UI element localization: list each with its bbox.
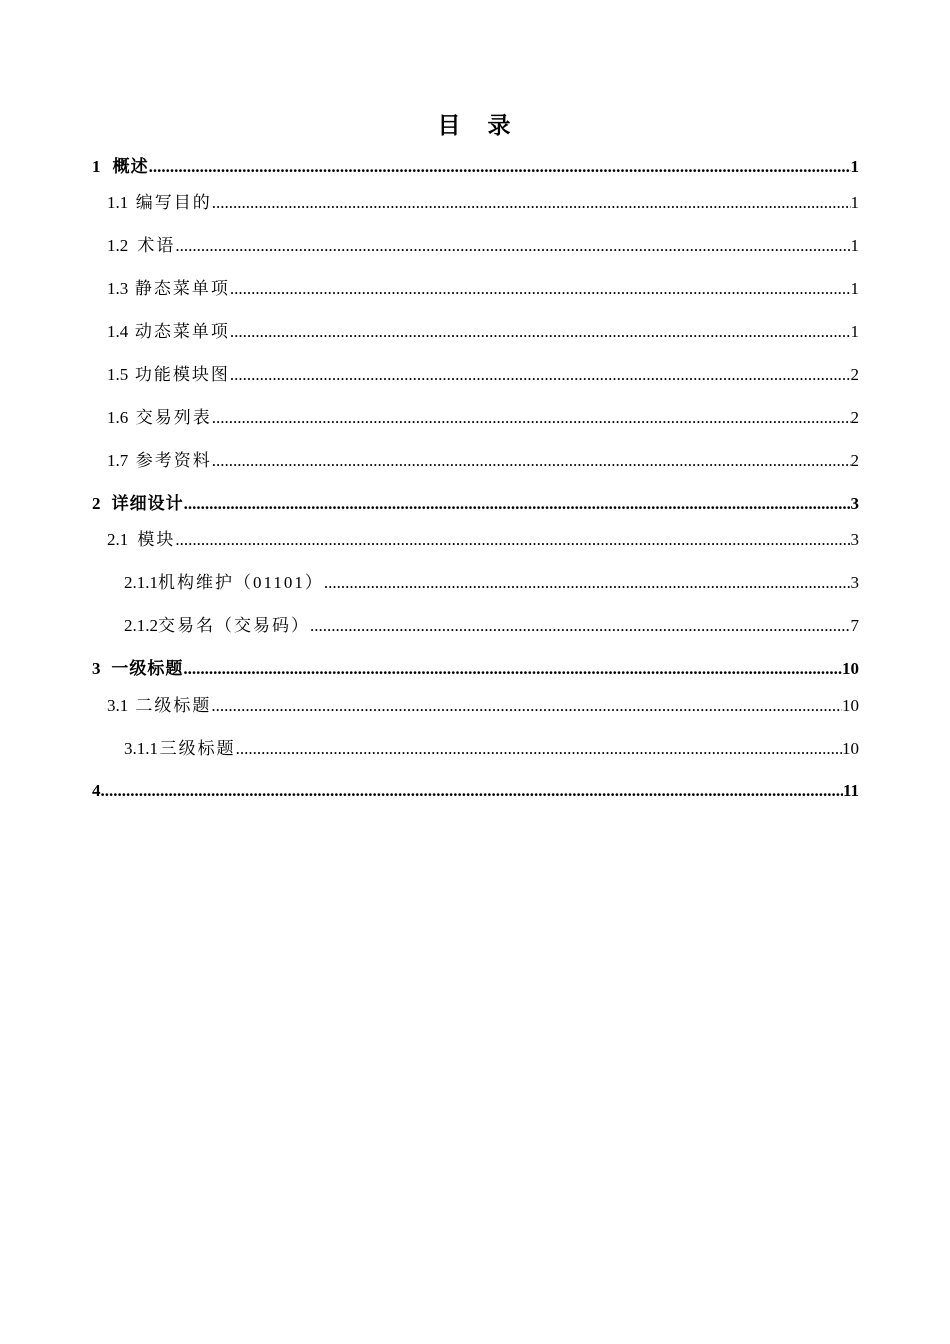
toc-entry-number: 1.6 (107, 408, 129, 427)
toc-entry-title: 静态菜单项 (134, 279, 230, 298)
toc-entry-title: 动态菜单项 (134, 322, 230, 341)
dot-leader (324, 571, 851, 595)
toc-entry-page: 1 (850, 236, 859, 255)
toc-entry-number: 3.1.1 (124, 739, 158, 758)
toc-entry-number: 1.3 (107, 279, 129, 298)
toc-entry-title: 详细设计 (111, 494, 184, 513)
toc-entry-number: 2.1.1 (124, 573, 158, 592)
toc-entry-2-1[interactable] (92, 528, 859, 552)
toc-entry-page: 2 (850, 451, 859, 470)
toc-entry-title: 参考资料 (135, 451, 212, 470)
toc-entry-2-1-1[interactable] (92, 571, 859, 595)
toc-entry-3-1-1[interactable] (92, 737, 859, 761)
toc-entry-3-1[interactable] (92, 694, 859, 718)
toc-entry-title: 一级标题 (111, 659, 184, 678)
toc-entry-4[interactable] (92, 779, 859, 803)
toc-entry-page: 3 (850, 573, 859, 592)
toc-entry-page: 11 (842, 781, 859, 800)
toc-entry-number: 1.5 (107, 365, 129, 384)
dot-leader (212, 406, 851, 430)
toc-entry-2[interactable] (92, 492, 859, 516)
dot-leader (149, 155, 851, 179)
toc-entry-3[interactable] (92, 657, 859, 681)
toc-entry-title: 编写目的 (135, 193, 212, 212)
toc-entry-number: 1.7 (107, 451, 129, 470)
toc-entry-title: 功能模块图 (134, 365, 230, 384)
dot-leader (101, 779, 843, 803)
dot-leader (230, 320, 851, 344)
toc-entry-page: 1 (850, 322, 859, 341)
dot-leader (310, 614, 851, 638)
toc-entry-number: 1.4 (107, 322, 129, 341)
dot-leader (212, 191, 851, 215)
toc-entry-number: 2.1.2 (124, 616, 158, 635)
dot-leader (230, 277, 851, 301)
toc-entry-number: 2 (92, 494, 101, 513)
dot-leader (175, 528, 850, 552)
toc-entry-title: 二级标题 (135, 696, 212, 715)
toc-entry-title: 交易列表 (135, 408, 212, 427)
toc-entry-page: 3 (850, 530, 859, 549)
toc-entry-title: 三级标题 (159, 739, 236, 758)
toc-entry-1-3[interactable] (92, 277, 859, 301)
toc-entry-2-1-2[interactable] (92, 614, 859, 638)
toc-entry-1-1[interactable] (92, 191, 859, 215)
toc-entry-page: 10 (842, 696, 859, 715)
toc-entry-number: 1.1 (107, 193, 129, 212)
toc-entry-number: 4 (92, 781, 101, 800)
toc-entry-number: 3 (92, 659, 101, 678)
toc-entry-title: 交易名（交易码） (158, 616, 310, 635)
toc-entry-page: 3 (850, 494, 859, 513)
toc-entry-number: 3.1 (107, 696, 129, 715)
dot-leader (236, 737, 842, 761)
toc-title: 目 录 (437, 113, 513, 138)
dot-leader (184, 492, 851, 516)
toc-entry-page: 1 (850, 279, 859, 298)
dot-leader (212, 449, 851, 473)
toc-entry-title: 概述 (112, 157, 149, 176)
toc-entry-page: 10 (842, 659, 859, 678)
dot-leader (175, 234, 850, 258)
toc-entry-page: 7 (850, 616, 859, 635)
toc-entry-page: 1 (850, 193, 859, 212)
toc-entry-1-2[interactable] (92, 234, 859, 258)
toc-entry-title: 术语 (137, 236, 176, 255)
toc-entry-title: 模块 (137, 530, 176, 549)
toc-entry-1[interactable] (92, 155, 859, 179)
toc-entry-1-5[interactable] (92, 363, 859, 387)
toc-entry-1-7[interactable] (92, 449, 859, 473)
toc-entry-number: 2.1 (107, 530, 129, 549)
dot-leader (183, 657, 842, 681)
toc-entry-page: 2 (850, 365, 859, 384)
toc-entry-page: 10 (842, 739, 859, 758)
toc-entry-number: 1.2 (107, 236, 129, 255)
dot-leader (211, 694, 842, 718)
toc-entry-page: 2 (850, 408, 859, 427)
toc-entry-number: 1 (92, 157, 101, 176)
toc-entry-1-4[interactable] (92, 320, 859, 344)
toc-entry-page: 1 (850, 157, 859, 176)
dot-leader (230, 363, 851, 387)
toc-entry-1-6[interactable] (92, 406, 859, 430)
toc-entry-title: 机构维护（01101） (158, 573, 324, 592)
